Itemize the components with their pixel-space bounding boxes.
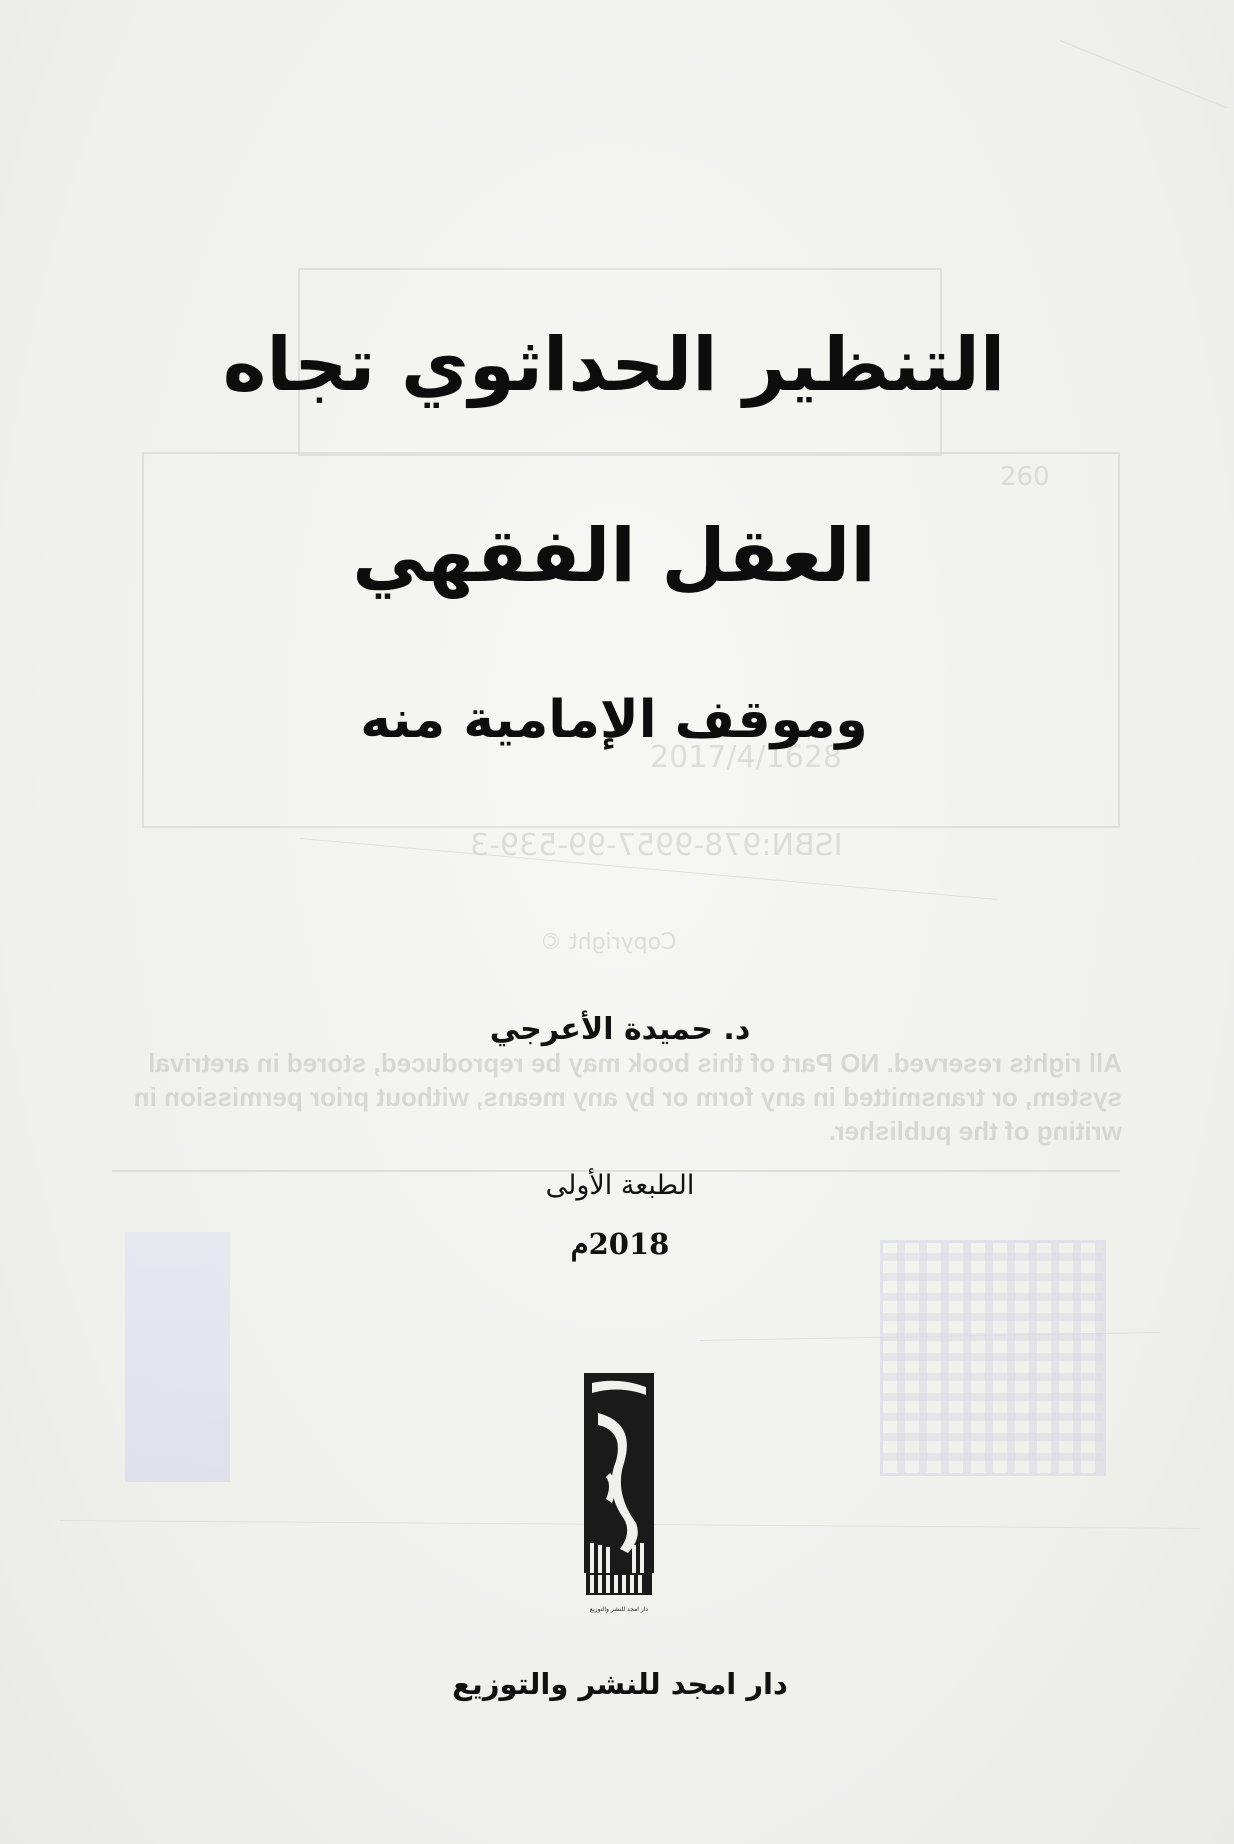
bleed-through-isbn: ISBN:978-9957-99-539-3 <box>470 828 843 863</box>
bleed-through-registration: 2017/4/1628 <box>650 740 842 775</box>
bleed-through-number: 260 <box>1000 462 1050 492</box>
bleed-through-copyright: Copyright © <box>540 930 677 955</box>
bleed-through-qr-code <box>880 1240 1106 1476</box>
author-name: د. حميدة الأعرجي <box>489 1012 751 1047</box>
book-title-line-3: وموقف الإمامية منه <box>360 690 868 750</box>
bleed-through-frame-main <box>142 452 1120 828</box>
publisher-logo-caption: دار امجد للنشر والتوزيع <box>589 1606 649 1613</box>
publisher-logo <box>584 1373 654 1615</box>
bleed-through-logo <box>125 1232 230 1482</box>
publication-year: 2018م <box>570 1227 670 1261</box>
book-title-line-2: العقل الفقهي <box>352 513 876 599</box>
edition-label: الطبعة الأولى <box>545 1170 695 1201</box>
publisher-name: دار امجد للنشر والتوزيع <box>452 1667 788 1701</box>
book-title-line-1: التنظير الحداثوي تجاه <box>222 322 1006 408</box>
bleed-through-rights-text: All rights reserved. NO Part of this book may be reproduced, stored in aretrival system, or transmitted in any form or by any means, without prior permission in writing of the publisher. <box>133 1048 1122 1146</box>
scan-streak <box>1060 40 1227 108</box>
